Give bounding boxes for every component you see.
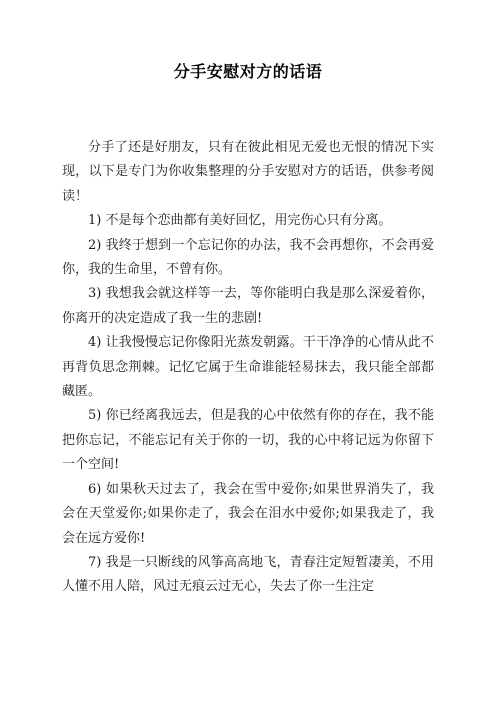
list-item-5: 5) 你已经离我远去，但是我的心中依然有你的存在，我不能把你忘记，不能忘记有关于你的一切，我的心中将记远为你留下一个空间! <box>62 408 434 473</box>
list-item-4: 4) 让我慢慢忘记你像阳光蒸发朝露。干干净净的心情从此不再背负思念荆棘。记忆它属于生命谁能轻易抹去，我只能全部都藏匿。 <box>62 335 434 400</box>
intro-paragraph: 分手了还是好朋友，只有在彼此相见无爱也无恨的情况下实现，以下是专门为你收集整理的分手安慰对方的话语，供参考阅读！ <box>62 140 434 204</box>
list-item-2: 2) 我终于想到一个忘记你的办法，我不会再想你，不会再爱你，我的生命里，不曾有你。 <box>62 237 434 278</box>
document-body <box>62 136 434 600</box>
document-title: 分手安慰对方的话语 <box>173 62 323 81</box>
list-item-1: 1) 不是每个恋曲都有美好回忆，用完伤心只有分离。 <box>88 213 392 229</box>
list-item-3: 3) 我想我会就这样等一去，等你能明白我是那么深爱着你，你离开的决定造成了我一生的悲剧! <box>62 286 434 326</box>
list-item-6: 6) 如果秋天过去了，我会在雪中爱你;如果世界消失了，我会在天堂爱你;如果你走了，我会在泪水中爱你;如果我走了，我会在远方爱你! <box>62 481 434 546</box>
list-item-7: 7) 我是一只断线的风筝高高地飞，青春注定短暂凄美，不用人懂不用人陪，风过无痕云过无心，失去了你一生注定 <box>62 554 434 595</box>
